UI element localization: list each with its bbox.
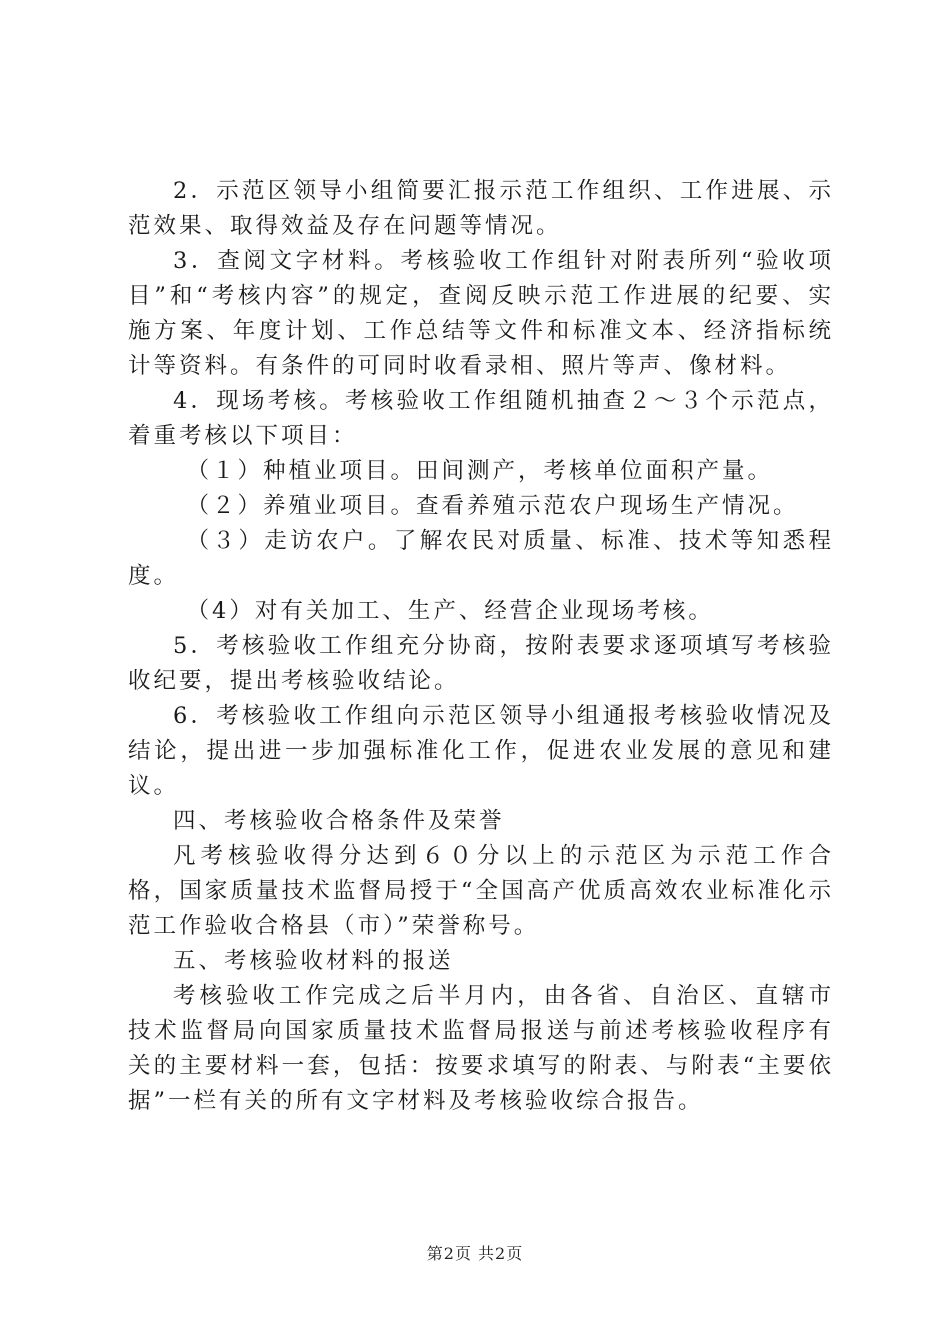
page-number-footer: 第2页 共2页 [426, 1244, 524, 1263]
paragraph-qualification: 凡考核验收得分达到６０分以上的示范区为示范工作合格，国家质量技术监督局授于“全国高产优质高效农业标准化示范工作验收合格县（市）”荣誉称号。 [128, 843, 834, 939]
sub-item-3: （３）走访农户。了解农民对质量、标准、技术等知悉程度。 [128, 528, 834, 589]
section-heading-5: 五、考核验收材料的报送 [173, 948, 454, 974]
sub-item-2: （２）养殖业项目。查看养殖示范农户现场生产情况。 [186, 493, 799, 519]
document-body [128, 174, 834, 1119]
sub-item-4: （4）对有关加工、生产、经营企业现场考核。 [186, 598, 714, 624]
paragraph-item-5: 5．考核验收工作组充分协商，按附表要求逐项填写考核验收纪要，提出考核验收结论。 [128, 633, 834, 694]
sub-item-1: （１）种植业项目。田间测产，考核单位面积产量。 [186, 458, 774, 484]
paragraph-submission: 考核验收工作完成之后半月内，由各省、自治区、直辖市技术监督局向国家质量技术监督局报送与前述考核验收程序有关的主要材料一套，包括：按要求填写的附表、与附表“主要依据”一栏有关的所有文字材料及考核验收综合报告。 [128, 983, 834, 1114]
paragraph-item-2: 2．示范区领导小组简要汇报示范工作组织、工作进展、示范效果、取得效益及存在问题等情况。 [128, 178, 834, 239]
paragraph-item-6: 6．考核验收工作组向示范区领导小组通报考核验收情况及结论，提出进一步加强标准化工作，促进农业发展的意见和建议。 [128, 703, 834, 799]
section-heading-4: 四、考核验收合格条件及荣誉 [173, 808, 505, 834]
paragraph-item-4: 4．现场考核。考核验收工作组随机抽查２～３个示范点，着重考核以下项目： [128, 388, 834, 449]
paragraph-item-3: 3．查阅文字材料。考核验收工作组针对附表所列“验收项目”和“考核内容”的规定，查阅反映示范工作进展的纪要、实施方案、年度计划、工作总结等文件和标准文本、经济指标统计等资料。有条件的可同时收看录相、照片等声、像材料。 [128, 248, 834, 379]
